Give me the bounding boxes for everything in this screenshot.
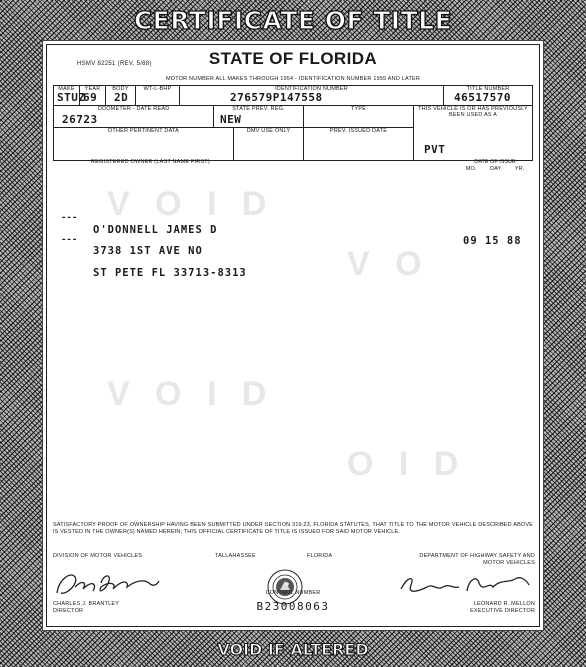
owner-address-line2: ST PETE FL 33713-8313: [93, 267, 247, 279]
odometer-label: ODOMETER - DATE READ: [97, 106, 170, 112]
year-value: 69: [83, 91, 98, 104]
certificate-banner: CERTIFICATE OF TITLE: [133, 6, 453, 35]
make-value: STUZ: [57, 91, 86, 104]
certificate-body: [46, 44, 540, 627]
control-number-label: CONTROL NUMBER: [265, 590, 321, 596]
control-number: B23008063: [256, 600, 330, 613]
state-label: FLORIDA: [307, 553, 333, 559]
motor-note: MOTOR NUMBER ALL MAKES THROUGH 1954 - IDENTIFICATION NUMBER 1955 AND LATER: [165, 76, 421, 82]
proof-of-ownership-text: SATISFACTORY PROOF OF OWNERSHIP HAVING BEEN SUBMITTED UNDER SECTION 319.23, FLORIDA STATUTES, THAT TITLE TO THE MOTOR VEHICLE DESCRIBED ABOVE IS VESTED IN THE OWNER(S) NAMED HEREIN; THIS OFFICIAL CERTIFICATE OF TITLE IS ISSUED FOR SAID MOTOR VEHICLE.: [53, 522, 533, 535]
previously-used-label: THIS VEHICLE IS OR HAS PREVIOUSLY BEEN USED AS A: [418, 106, 528, 118]
identification-cell: [180, 86, 444, 106]
date-of-issue-subheads: [459, 166, 531, 172]
body-value: 2D: [114, 91, 129, 104]
other-data-cell: [54, 128, 234, 160]
director-block: [53, 601, 119, 615]
void-banner: VOID IF ALTERED: [217, 640, 369, 659]
identification-value: 276579P147558: [230, 91, 323, 104]
dmv-use-label: DMV USE ONLY: [246, 128, 291, 134]
executive-director-title: EXECUTIVE DIRECTOR: [470, 608, 535, 614]
director-name: CHARLES J. BRANTLEY: [53, 601, 120, 607]
watermark-pattern: V O I D: [107, 185, 275, 223]
day-label: DAY: [490, 166, 502, 172]
state-prev-reg-cell: [214, 106, 304, 128]
state-prev-reg-value: NEW: [220, 113, 242, 126]
year-label: YR.: [514, 166, 525, 172]
city-label: TALLAHASSEE: [215, 553, 256, 559]
prev-issued-label: PREV. ISSUED DATE: [329, 128, 388, 134]
month-label: MO.: [465, 166, 477, 172]
owner-dash: ---: [61, 235, 78, 245]
wt-l-bhp-cell: [136, 86, 180, 106]
owner-address-line1: 3738 1ST AVE NO: [93, 245, 203, 257]
odometer-cell: [54, 106, 214, 128]
vehicle-info-grid: [53, 85, 533, 161]
executive-director-name: LEONARD R. MELLON: [473, 601, 535, 607]
wt-l-bhp-label: WT-L-BHP: [143, 86, 172, 92]
watermark-pattern: V O I D: [107, 375, 275, 413]
type-label: TYPE: [350, 106, 367, 112]
year-cell: [80, 86, 106, 106]
owner-label: REGISTERED OWNER (LAST NAME FIRST): [91, 159, 210, 165]
title-number-cell: [444, 86, 532, 106]
type-cell: [304, 106, 414, 128]
watermark-pattern: V O: [347, 245, 430, 283]
title-number-label: TITLE NUMBER: [466, 86, 510, 92]
director-title: DIRECTOR: [53, 608, 84, 614]
year-label: YEAR: [84, 86, 101, 92]
prev-issued-cell: [304, 128, 414, 160]
previously-used-cell: [414, 106, 532, 160]
title-number-value: 46517570: [454, 91, 511, 104]
make-cell: [54, 86, 86, 106]
previously-used-value: PVT: [424, 143, 446, 156]
division-label: DIVISION OF MOTOR VEHICLES: [53, 553, 143, 559]
executive-director-block: [403, 601, 535, 615]
issue-date-value: 09 15 88: [463, 235, 522, 247]
odometer-value: 26723: [62, 113, 98, 126]
executive-director-signature: [397, 569, 533, 599]
director-signature: [53, 565, 163, 601]
watermark-pattern: O I D: [347, 445, 467, 483]
form-number: HSMV 82251 (REV. 5/88): [77, 61, 152, 67]
make-label: MAKE: [58, 86, 75, 92]
identification-label: IDENTIFICATION NUMBER: [275, 86, 348, 92]
state-prev-reg-label: STATE PREV. REG.: [232, 106, 285, 112]
owner-name: O'DONNELL JAMES D: [93, 224, 218, 236]
department-label: DEPARTMENT OF HIGHWAY SAFETY AND MOTOR VEHICLES: [419, 553, 535, 566]
owner-dash: ---: [61, 213, 78, 223]
state-heading: STATE OF FLORIDA: [208, 49, 378, 68]
body-label: BODY: [112, 86, 129, 92]
date-of-issue-label: DATE OF ISSUE: [474, 159, 516, 165]
other-data-label: OTHER PERTINENT DATA: [107, 128, 180, 134]
body-cell: [106, 86, 136, 106]
dmv-use-cell: [234, 128, 304, 160]
